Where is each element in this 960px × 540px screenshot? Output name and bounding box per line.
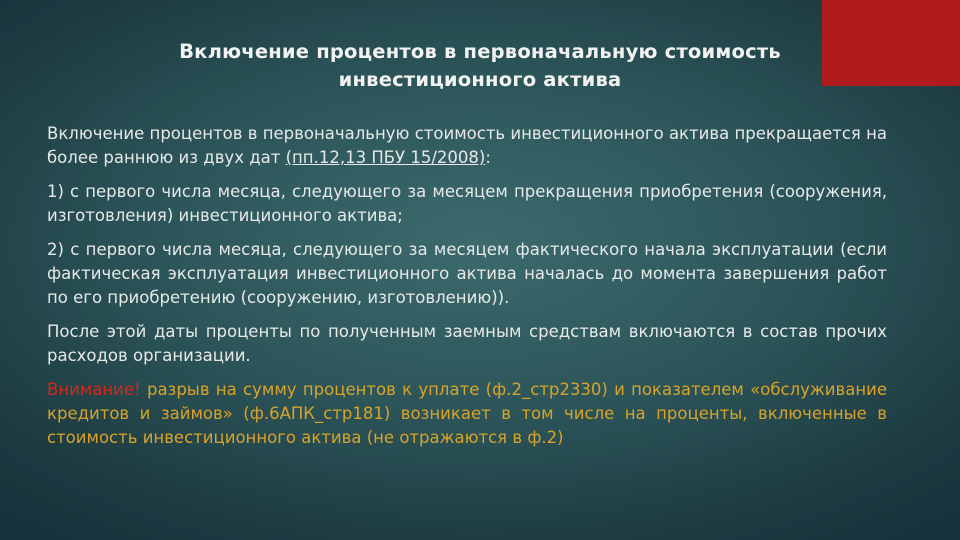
regulation-reference: (пп.12,13 ПБУ 15/2008) [285,148,486,167]
corner-accent-bar [822,0,960,86]
slide-body [47,122,887,450]
paragraph-condition-2: 2) с первого числа месяца, следующего за месяцем фактического начала эксплуатации (если фактическая эксплуатация инвестиционного актива началась до момента завершения работ по его приобретению (сооружению, изготовлению)). [47,240,887,307]
intro-text: Включение процентов в первоначальную стоимость инвестиционного актива прекращается на более раннюю из двух дат [47,124,887,167]
paragraph-condition-1: 1) с первого числа месяца, следующего за месяцем прекращения приобретения (сооружения, изготовления) инвестиционного актива; [47,182,887,225]
title-line-2: инвестиционного актива [338,68,622,91]
paragraph-warning [47,378,887,450]
paragraph-after-date: После этой даты проценты по полученным заемным средствам включаются в состав прочих расходов организации. [47,322,887,365]
title-line-1: Включение процентов в первоначальную стоимость [179,40,781,63]
slide-title [140,38,820,94]
paragraph-intro [47,122,887,170]
warning-text: разрыв на сумму процентов к уплате (ф.2_стр2330) и показателем «обслуживание кредитов и займов» (ф.6АПК_стр181) возникает в том числе на проценты, включенные в стоимость инвестиционного актива (не отражаются в ф.2) [47,380,887,447]
warning-label: Внимание! [47,380,141,399]
intro-colon: : [485,148,491,167]
